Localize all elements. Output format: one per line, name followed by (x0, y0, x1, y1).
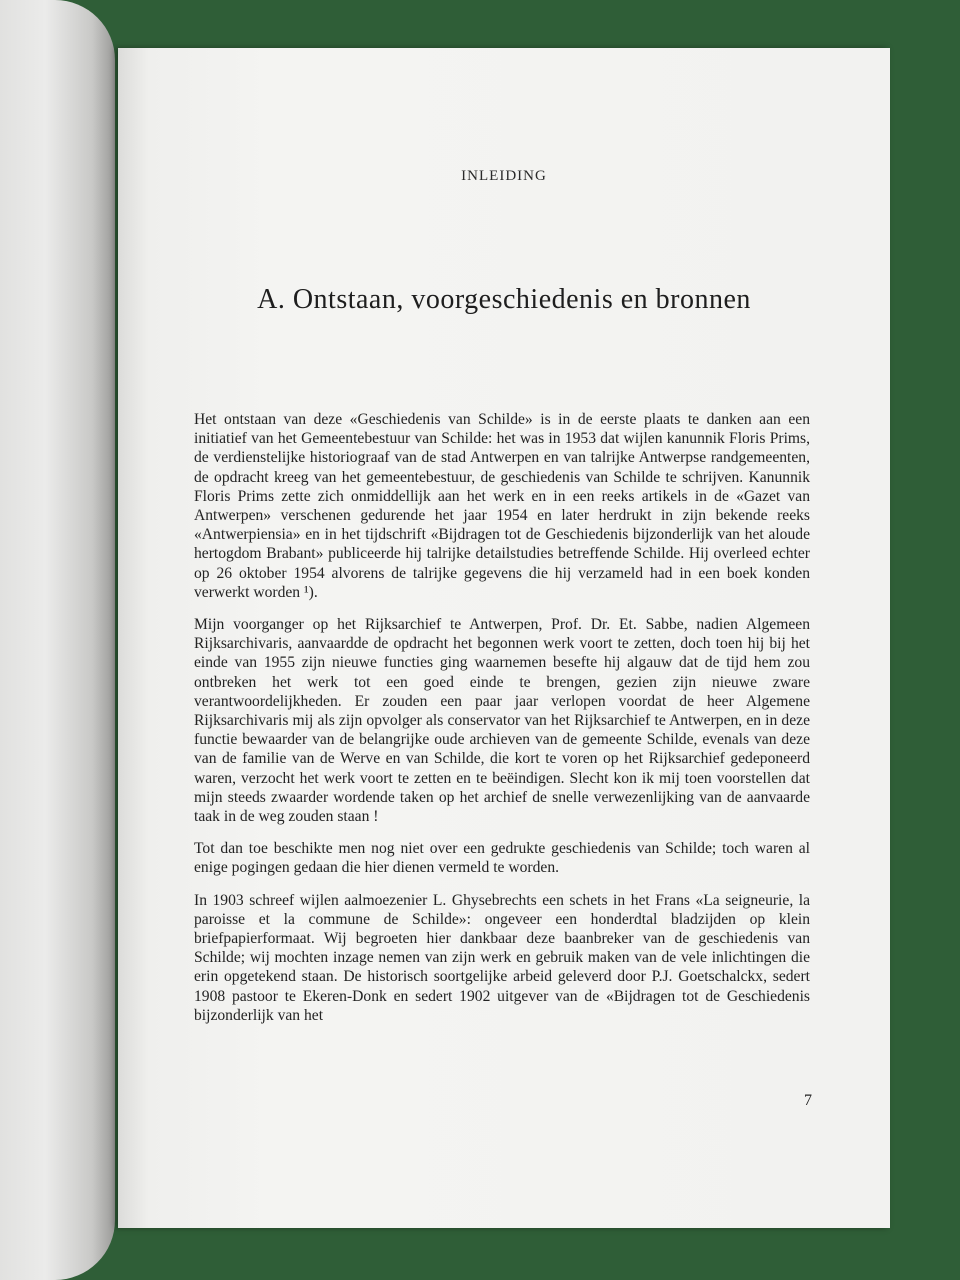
chapter-title: A. Ontstaan, voorgeschiedenis en bronnen (257, 284, 751, 315)
page-number: 7 (804, 1092, 812, 1109)
paragraph-1: Het ontstaan van deze «Geschiedenis van Schilde» is in de eerste plaats te danken aan een initiatief van het Gemeentebestuur van Schilde: het was in 1953 dat wijlen kanunnik Floris Prims, de verdienstelijke historiograaf van de stad Antwerpen en van talrijke Antwerpse randgemeenten, de opdracht kreeg van het gemeentebestuur, de geschiedenis van Schilde te schrijven. Kanunnik Floris Prims zette zich onmiddellijk aan het werk en in een reeks artikels in de «Gazet van Antwerpen» verschenen gedurende het jaar 1954 en later herdrukt in zijn bekende reeks «Antwerpiensia» en in het tijdschrift «Bijdragen tot de Geschiedenis bijzonderlijk van het aloude hertogdom Brabant» publiceerde hij talrijke detailstudies betreffende Schilde. Hij overleed echter op 26 oktober 1954 alvorens de talrijke gegevens die hij verzameld had in een boek konden verwerkt worden ¹). (194, 411, 810, 601)
paragraph-3: Tot dan toe beschikte men nog niet over een gedrukte geschiedenis van Schilde; toch waren al enige pogingen gedaan die hier dienen vermeld te worden. (194, 840, 810, 877)
paragraph-4: In 1903 schreef wijlen aalmoezenier L. Ghysebrechts een schets in het Frans «La seigneurie, la paroisse et la commune de Schilde»: ongeveer een honderdtal bladzijden op klein briefpapierformaat. Wij begroeten hier dankbaar deze baanbreker van de geschiedenis van Schilde; wij mochten inzage nemen van zijn werk en gebruik maken van de vele inlichtingen die erin opgetekend staan. De historisch soortgelijke arbeid geleverd door P.J. Goetschalckx, sedert 1908 pastoor te Ekeren-Donk en sedert 1902 uitgever van de «Bijdragen tot de Geschiedenis bijzonderlijk van het (194, 891, 810, 1024)
running-head: INLEIDING (461, 168, 547, 184)
paragraph-2: Mijn voorganger op het Rijksarchief te Antwerpen, Prof. Dr. Et. Sabbe, nadien Algemeen Rijksarchivaris, aanvaardde de opdracht het begonnen werk voort te zetten, doch toen hij bij het einde van 1955 zijn nieuwe functies ging waarnemen besefte hij algauw dat de tijd hem zou ontbreken het werk tot een goed einde te brengen, gezien zijn nieuwe zware verantwoordelijkheden. Er zouden een paar jaar verlopen voordat de heer Algemene Rijksarchivaris mij als zijn opvolger als conservator van het Rijksarchief te Antwerpen, en in deze functie bewaarder van de belangrijke oude archieven van de gemeente Schilde, evenals van deze van de familie van de Werve en van Schilde, die kort te voren op het Rijksarchief gedeponeerd waren, verzocht het werk voort te zetten en te beëindigen. Slecht kon ik mij toen voorstellen dat mijn steeds zwaarder wordende taken op het archief de snelle verwezenlijking van de aanvaarde taak in de weg zouden staan ! (194, 616, 810, 826)
book-page (118, 48, 890, 1228)
body-text (194, 410, 810, 1038)
left-page-edge (0, 0, 115, 1280)
